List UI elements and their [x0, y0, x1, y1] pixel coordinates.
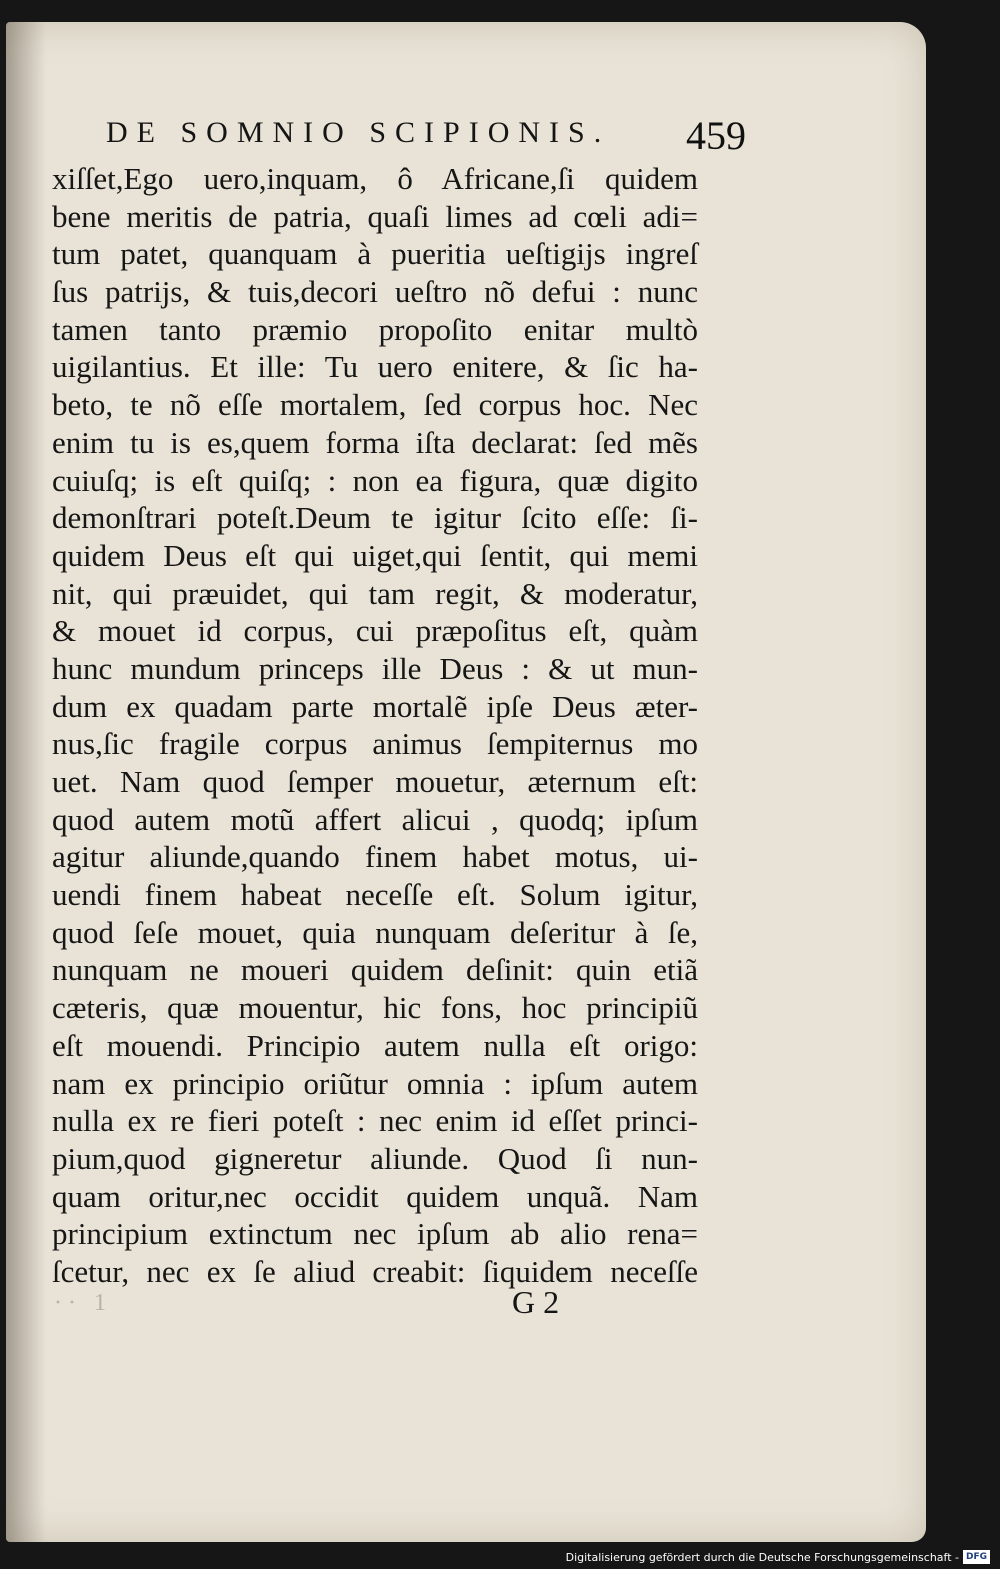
text-line: dum ex quadam parte mortalẽ ipſe Deus æter- — [52, 688, 698, 724]
text-line: pium,quod gigneretur aliunde. Quod ſi nun- — [52, 1140, 698, 1176]
text-line: nit, qui præuidet, qui tam regit, & moderatur, — [52, 575, 698, 611]
text-line: demonſtrari poteſt.Deum te igitur ſcito eſſe: ſi- — [52, 500, 698, 536]
text-line: cuiuſq; is eſt quiſq; : non ea figura, quæ digito — [52, 462, 698, 498]
page-number: 459 — [686, 113, 746, 158]
text-line: beto, te nõ eſſe mortalem, ſed corpus hoc. Nec — [52, 387, 698, 423]
text-line: hunc mundum princeps ille Deus : & ut mun- — [52, 650, 698, 686]
book-page — [6, 22, 926, 1542]
text-line: quod ſeſe mouet, quia nunquam deſeritur à ſe, — [52, 914, 698, 950]
footer-credit-bar — [566, 1548, 990, 1566]
signature-mark: G 2 — [512, 1284, 560, 1320]
text-line: nulla ex re fieri poteſt : nec enim id eſſet princi- — [52, 1103, 698, 1139]
text-line: ſus patrijs, & tuis,decori ueſtro nõ defui : nunc — [52, 274, 698, 310]
body-text — [52, 160, 698, 1291]
text-line: quidem Deus eſt qui uiget,qui ſentit, qui memi — [52, 537, 698, 573]
text-line: & mouet id corpus, cui præpoſitus eſt, quàm — [52, 613, 698, 649]
faint-show-through-mark: ·· 1 — [54, 1290, 112, 1316]
text-line: uet. Nam quod ſemper mouetur, æternum eſt: — [52, 764, 698, 799]
text-line: tamen tanto præmio propoſito enitar multò — [52, 311, 698, 347]
text-line: uendi finem habeat neceſſe eſt. Solum igitur, — [52, 877, 698, 913]
text-line: eſt mouendi. Principio autem nulla eſt origo: — [52, 1027, 698, 1063]
text-line: uigilantius. Et ille: Tu uero enitere, & ſic ha- — [52, 349, 698, 385]
text-line: cæteris, quæ mouentur, hic fons, hoc principiũ — [52, 990, 698, 1026]
text-line: quam oritur,nec occidit quidem unquã. Nam — [52, 1178, 698, 1214]
gutter-shadow — [6, 22, 46, 1542]
text-line: tum patet, quanquam à pueritia ueſtigijs ingreſ — [52, 236, 698, 272]
running-head-title: DE SOMNIO SCIPIONIS. — [106, 116, 611, 149]
text-line: bene meritis de patria, quaſi limes ad cœli adi= — [52, 198, 698, 234]
text-line: nunquam ne moueri quidem deſinit: quin etiã — [52, 952, 698, 988]
text-line: principium extinctum nec ipſum ab alio rena= — [52, 1216, 698, 1252]
text-line: agitur aliunde,quando finem habet motus, ui- — [52, 839, 698, 875]
text-line: ſcetur, nec ex ſe aliud creabit: ſiquidem neceſſe — [52, 1253, 698, 1289]
text-line: quod autem motũ affert alicui , quodq; ipſum — [52, 801, 698, 837]
text-line: nam ex principio oriũtur omnia : ipſum autem — [52, 1065, 698, 1101]
footer-credit-text: Digitalisierung gefördert durch die Deutsche Forschungsgemeinschaft - — [565, 1550, 959, 1564]
text-line: enim tu is es,quem forma iſta declarat: ſed mẽs — [52, 424, 698, 460]
text-line: xiſſet,Ego uero,inquam, ô Africane,ſi quidem — [52, 161, 698, 196]
running-head — [106, 112, 746, 162]
dfg-logo-icon: DFG — [963, 1550, 990, 1564]
text-line: nus,ſic fragile corpus animus ſempiternus mo — [52, 726, 698, 762]
